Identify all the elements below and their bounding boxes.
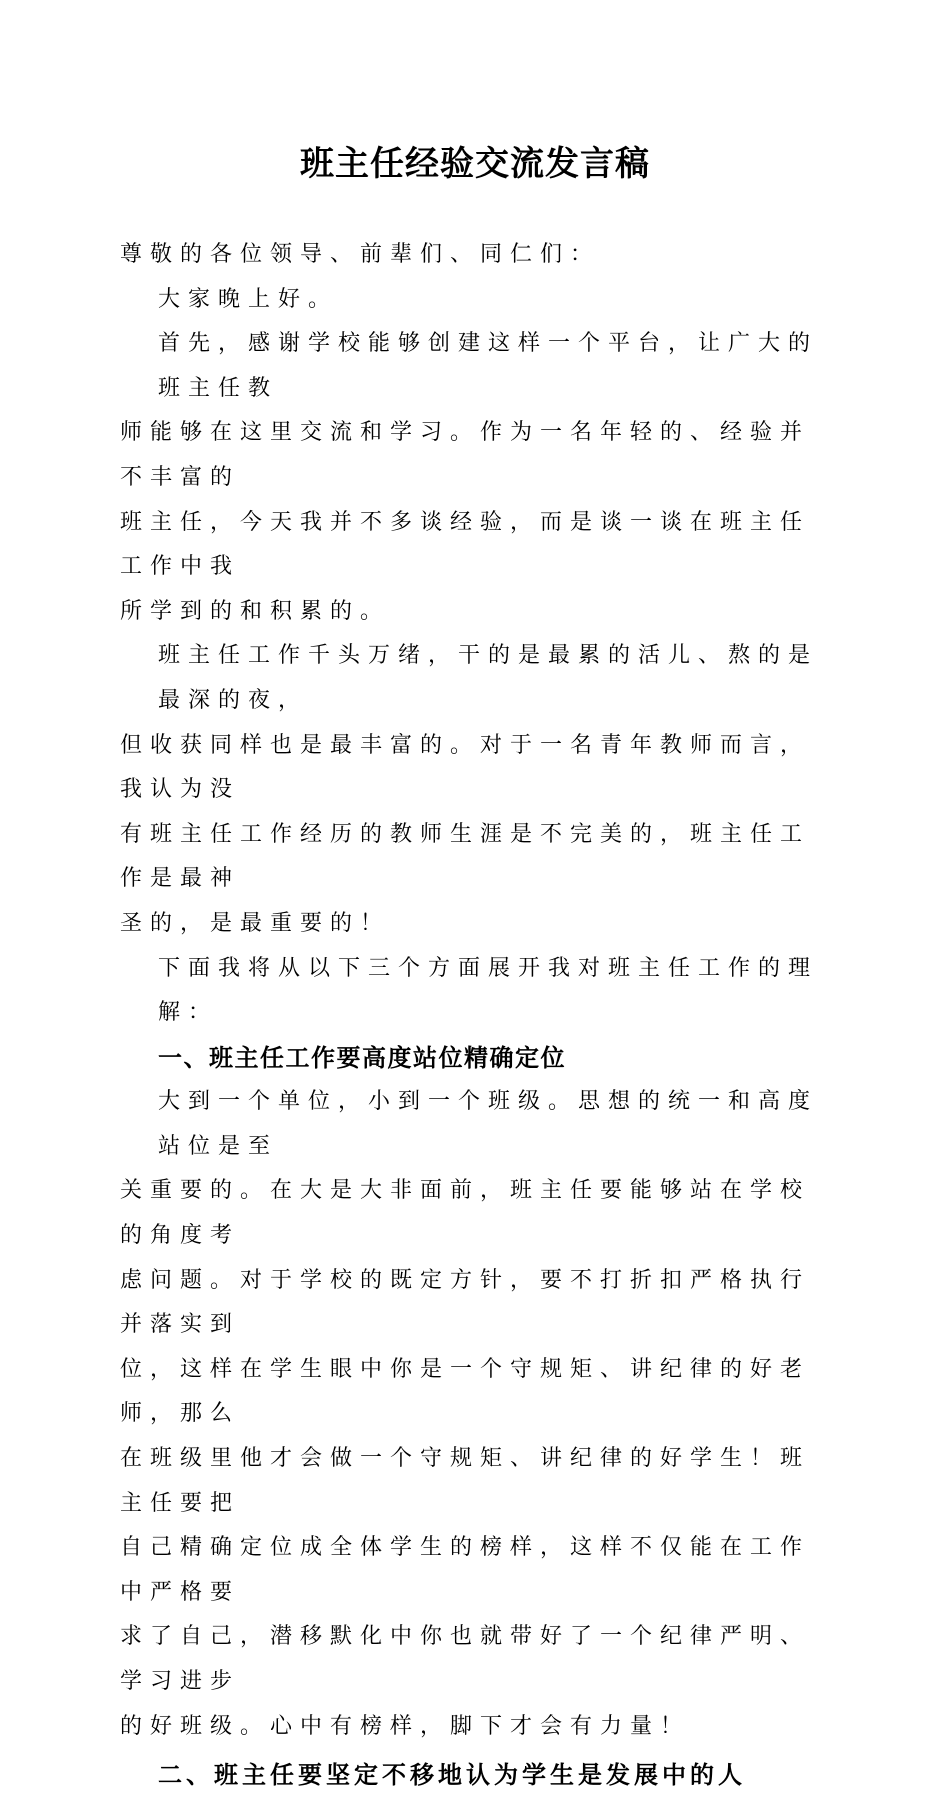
text-line: 一、班主任工作要高度站位精确定位 bbox=[158, 1043, 566, 1072]
paragraph bbox=[120, 278, 835, 323]
text-line: 尊敬的各位领导、前辈们、同仁们： bbox=[120, 242, 601, 267]
text-line: 有班主任工作经历的教师生涯是不完美的，班主任工作是最神 bbox=[120, 821, 811, 892]
text-line: 但收获同样也是最丰富的。对于一名青年教师而言，我认为没 bbox=[120, 732, 811, 803]
text-line: 大家晚上好。 bbox=[158, 286, 339, 312]
paragraph bbox=[120, 634, 835, 946]
text-line: 班主任，今天我并不多谈经验，而是谈一谈在班主任工作中我 bbox=[120, 509, 811, 580]
text-line: 求了自己，潜移默化中你也就带好了一个纪律严明、学习进步 bbox=[120, 1624, 811, 1694]
text-line: 首先，感谢学校能够创建这样一个平台，让广大的班主任教 bbox=[158, 331, 819, 401]
text-line: 自己精确定位成全体学生的榜样，这样不仅能在工作中严格要 bbox=[120, 1535, 811, 1605]
text-line: 虑问题。对于学校的既定方针，要不打折扣严格执行并落实到 bbox=[120, 1267, 811, 1338]
text-line: 师能够在这里交流和学习。作为一名年轻的、经验并不丰富的 bbox=[120, 420, 811, 490]
text-line: 大到一个单位，小到一个班级。思想的统一和高度站位是至 bbox=[158, 1089, 819, 1159]
paragraph bbox=[120, 1080, 835, 1749]
document-title: 班主任经验交流发言稿 bbox=[300, 144, 650, 184]
text-line: 在班级里他才会做一个守规矩、讲纪律的好学生！班主任要把 bbox=[120, 1446, 811, 1516]
section-heading bbox=[120, 1036, 835, 1081]
text-line: 二、班主任要坚定不移地认为学生是发展中的人 bbox=[158, 1761, 746, 1790]
salutation bbox=[120, 233, 835, 278]
document-body bbox=[120, 233, 835, 1798]
text-line: 的好班级。心中有榜样，脚下才会有力量！ bbox=[120, 1713, 691, 1739]
section-heading bbox=[120, 1753, 835, 1798]
text-line: 位，这样在学生眼中你是一个守规矩、讲纪律的好老师，那么 bbox=[120, 1356, 811, 1427]
text-line: 关重要的。在大是大非面前，班主任要能够站在学校的角度考 bbox=[120, 1178, 811, 1249]
paragraph bbox=[120, 947, 835, 1036]
paragraph bbox=[120, 322, 835, 634]
text-line: 下面我将从以下三个方面展开我对班主任工作的理解： bbox=[158, 955, 819, 1026]
text-line: 班主任工作千头万绪，干的是最累的活儿、熬的是最深的夜， bbox=[158, 643, 819, 713]
text-line: 所学到的和积累的。 bbox=[120, 598, 391, 624]
text-line: 圣的，是最重要的！ bbox=[120, 910, 391, 936]
